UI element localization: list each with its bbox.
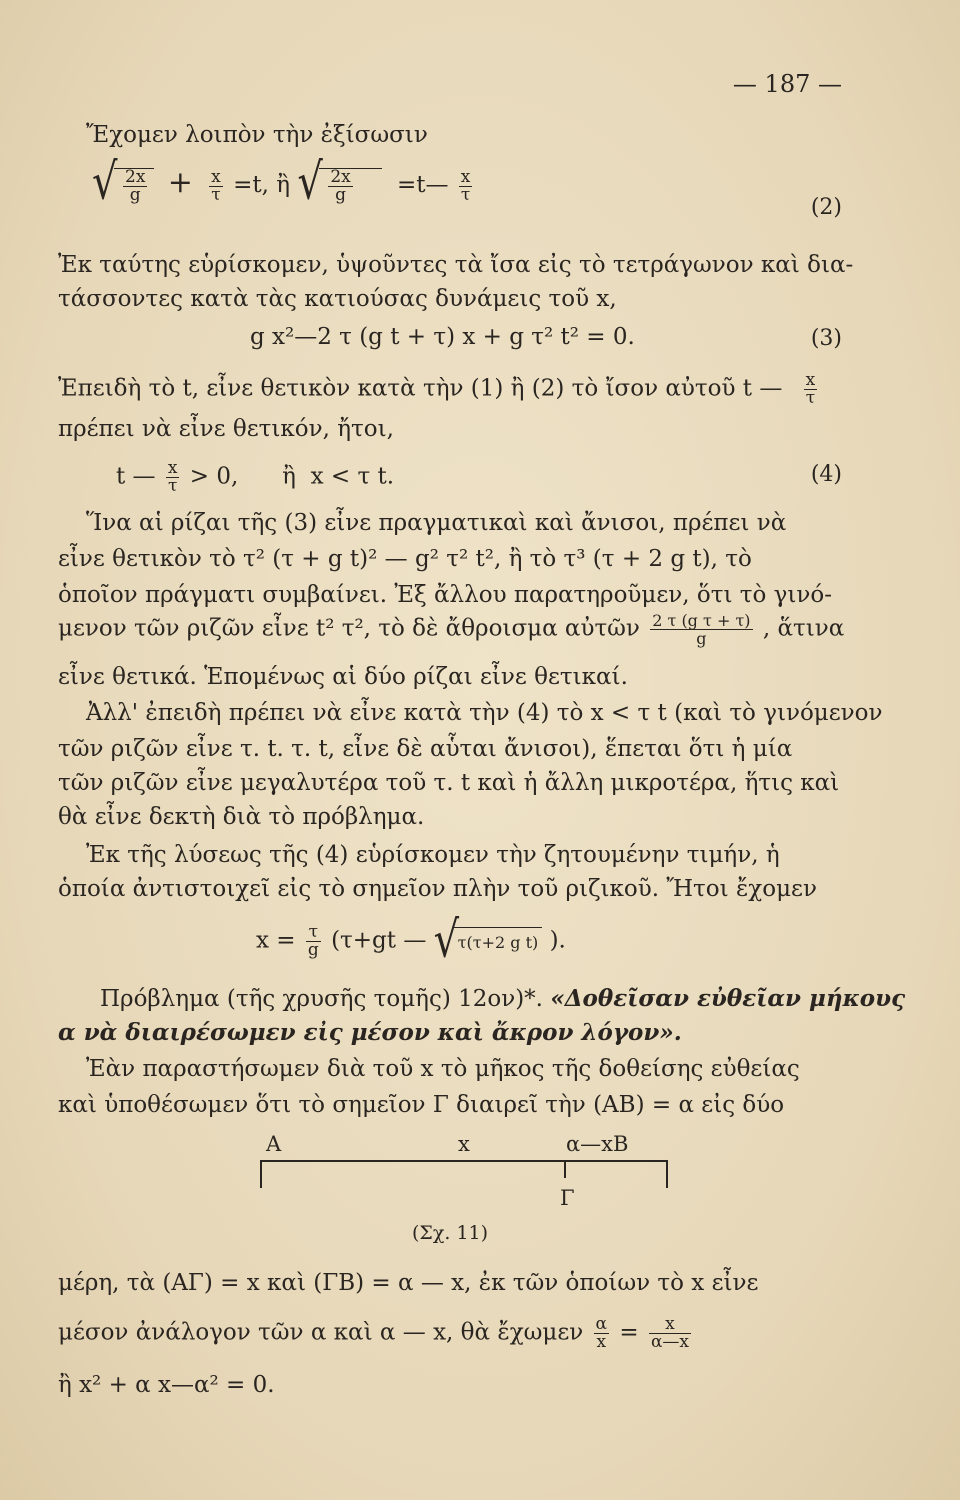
equation-number: (3) [810, 326, 842, 351]
text-line: τῶν ριζῶν εἶνε μεγαλυτέρα τοῦ τ. t καὶ ἡ ἄλλη μικροτέρα, ἥτις καὶ [58, 770, 840, 796]
figure-caption: (Σχ. 11) [412, 1222, 489, 1244]
problem-heading: Πρόβλημα (τῆς χρυσῆς τομῆς) 12ον)*. «Δοθεῖσαν εὐθεῖαν μήκους [100, 985, 906, 1012]
tick-a [260, 1160, 262, 1188]
equation-number: (2) [810, 195, 842, 220]
text-line: Ἐὰν παραστήσωμεν διὰ τοῦ x τὸ μῆκος τῆς δοθείσης εὐθείας [86, 1056, 800, 1082]
text-line: τάσσοντες κατὰ τὰς κατιούσας δυνάμεις τοῦ x, [58, 286, 617, 312]
text-line: Ἵνα αἱ ρίζαι τῆς (3) εἶνε πραγματικαὶ καὶ ἄνισοι, πρέπει νὰ [86, 510, 787, 536]
equation-2: √ $\frac{2x}{g}$ + $\frac{x}{\tau}$ =t, ἢ √ $\frac{2x}{g}$ =t— $\frac{x}{\tau}$ [92, 168, 475, 204]
text-line: ὁποῖον πράγματι συμβαίνει. Ἐξ ἄλλου παρατηροῦμεν, ὅτι τὸ γινό- [58, 582, 833, 608]
text-line: μέσον ἀνάλογον τῶν α καὶ α — x, θὰ ἔχωμεν $\frac{\alpha}{x}$ = $\frac{x}{\alpha—x}$ [58, 1314, 690, 1352]
sqrt: √ $\frac{2x}{g}$ [297, 168, 381, 204]
label-axb: α—xB [566, 1132, 629, 1156]
text-line: ἢ x² + α x—α² = 0. [58, 1372, 275, 1398]
text-line: μενον τῶν ριζῶν εἶνε t² τ², τὸ δὲ ἄθροισμα αὐτῶν $\frac{\text{2 τ (g τ + τ)}}{g}$ , ἅτινα [58, 611, 845, 648]
tick-b [666, 1160, 668, 1188]
equation-5: x = $\frac{\tau}{g}$ (τ+gt — √ τ(τ+2 g t) ). [256, 924, 566, 959]
text-line: μέρη, τὰ (ΑΓ) = x καὶ (ΓΒ) = α — x, ἐκ τῶν ὁποίων τὸ x εἶνε [58, 1270, 759, 1296]
equation-3: g x²—2 τ (g t + τ) x + g τ² t² = 0. [250, 324, 635, 350]
tick-g [564, 1160, 566, 1178]
text-line: θὰ εἶνε δεκτὴ διὰ τὸ πρόβλημα. [58, 804, 425, 830]
text-line: πρέπει νὰ εἶνε θετικόν, ἤτοι, [58, 416, 394, 442]
text-line: Ἔχομεν λοιπὸν τὴν ἐξίσωσιν [86, 122, 428, 148]
equation-4: t — $\frac{x}{\tau}$ > 0, ἢ x < τ t. [116, 458, 395, 496]
text-line: Ἐκ τῆς λύσεως τῆς (4) εὑρίσκομεν τὴν ζητουμένην τιμήν, ἡ [86, 842, 780, 868]
sqrt: √ $\frac{2x}{g}$ [92, 168, 154, 204]
equation-number: (4) [810, 462, 842, 487]
label-a: A [266, 1132, 282, 1156]
text-line: τῶν ριζῶν εἶνε τ. t. τ. t, εἶνε δὲ αὗται ἄνισοι), ἕπεται ὅτι ἡ μία [58, 736, 793, 762]
text-line: Ἀλλ' ἐπειδὴ πρέπει νὰ εἶνε κατὰ τὴν (4) τὸ x < τ t (καὶ τὸ γινόμενον [86, 700, 883, 726]
label-x: x [458, 1132, 470, 1156]
text-line: ὁποία ἀντιστοιχεῖ εἰς τὸ σημεῖον πλὴν τοῦ ριζικοῦ. Ἤτοι ἔχομεν [58, 876, 817, 902]
text-line: εἶνε θετικά. Ἑπομένως αἱ δύο ρίζαι εἶνε θετικαί. [58, 664, 628, 690]
text-line: καὶ ὑποθέσωμεν ὅτι τὸ σημεῖον Γ διαιρεῖ τὴν (ΑΒ) = α εἰς δύο [58, 1092, 785, 1118]
text-line: εἶνε θετικὸν τὸ τ² (τ + g t)² — g² τ² t², ἢ τὸ τ³ (τ + 2 g t), τὸ [58, 546, 752, 572]
text-line: α νὰ διαιρέσωμεν εἰς μέσον καὶ ἄκρον λόγον». [58, 1019, 682, 1046]
page-number: — 187 — [732, 70, 842, 98]
label-g: Γ [560, 1186, 575, 1210]
text-line: Ἐκ ταύτης εὑρίσκομεν, ὑψοῦντες τὰ ἴσα εἰς τὸ τετράγωνον καὶ δια- [58, 252, 854, 278]
segment-line [260, 1160, 668, 1162]
text-line: Ἐπειδὴ τὸ t, εἶνε θετικὸν κατὰ τὴν (1) ἢ (2) τὸ ἴσον αὐτοῦ t — $\frac{x}{\tau}$ [58, 370, 816, 408]
